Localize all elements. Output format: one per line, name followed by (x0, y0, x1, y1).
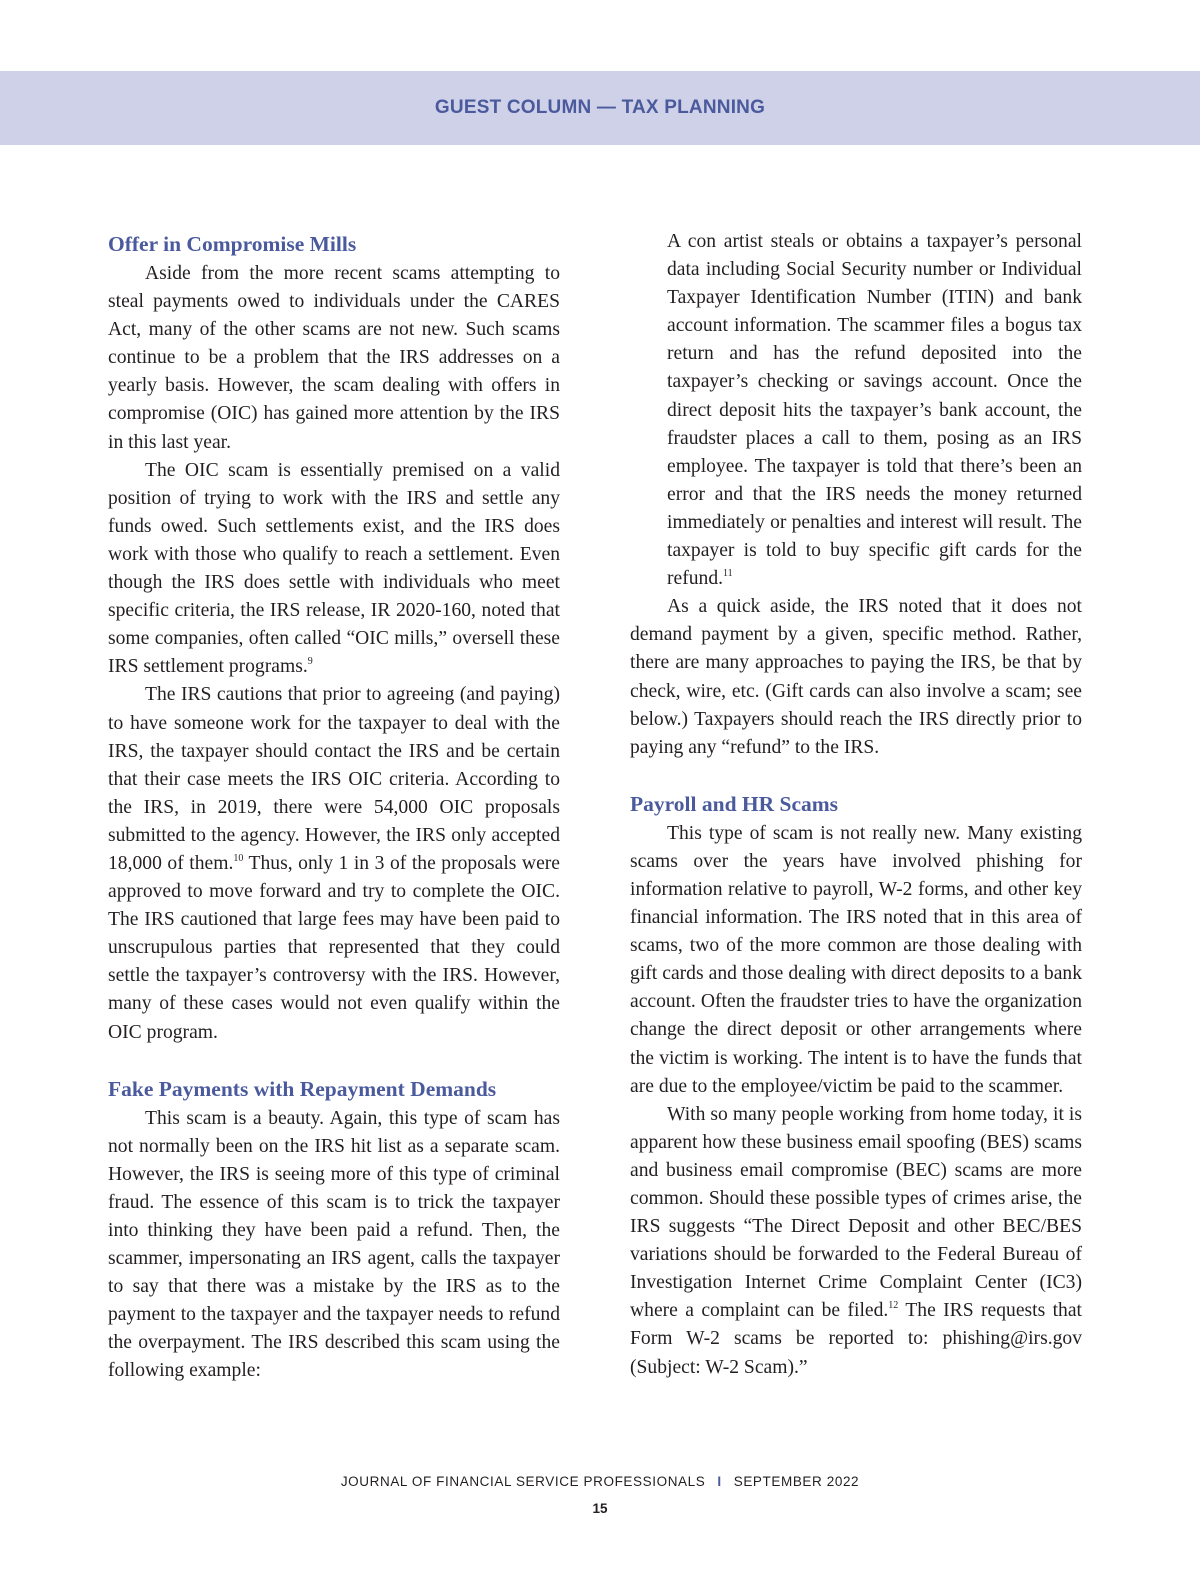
left-column (108, 228, 560, 1386)
issue-date: SEPTEMBER 2022 (733, 1474, 860, 1489)
paragraph-text: The OIC scam is essentially premised on a valid position of trying to work with the IRS and settle any funds owed. Such settlements exist, and the IRS does work with those who qualify to reach a settlement. Even though the IRS does settle with individuals who meet specific criteria, the IRS release, IR 2020-160, noted that some companies, often called “OIC mills,” oversell these IRS settlement programs. (108, 459, 560, 678)
paragraph-text: A con artist steals or obtains a taxpayer’s personal data including Social Security number or Individual Taxpayer Identification Number (ITIN) and bank account information. The scammer files a bogus tax return and has the refund deposited into the taxpayer’s checking or savings account. Once the direct deposit hits the taxpayer’s bank account, the fraudster places a call to them, posing as an IRS employee. The taxpayer is told that there’s been an error and that the IRS needs the money returned immediately or penalties and interest will result. The taxpayer is told to buy specific gift cards for the refund. (667, 231, 1082, 590)
page-footer (0, 1474, 1200, 1489)
footer-separator: I (717, 1474, 722, 1489)
paragraph-payroll-scams: This type of scam is not really new. Many existing scams over the years have involved phishing for information relative to payroll, W-2 forms, and other key financial information. The IRS noted that in this area of scams, two of the more common are those dealing with gift cards and those dealing with direct deposits to a bank account. Often the fraudster tries to have the organization change the direct deposit or other arrangements where the victim is working. The intent is to have the funds that are due to the employee/victim be paid to the scammer. (630, 822, 1082, 1097)
paragraph-text: The IRS cautions that prior to agreeing (and paying) to have someone work for the taxpayer to deal with the IRS, the taxpayer should contact the IRS and be certain that their case meets the IRS OIC criteria. According to the IRS, in 2019, there were 54,000 OIC proposals submitted to the agency. However, the IRS only accepted 18,000 of them. (108, 684, 560, 874)
paragraph-bes-bec-scams (630, 1101, 1082, 1382)
paragraph-text-continued: Thus, only 1 in 3 of the proposals were approved to move forward and try to complete the OIC. The IRS cautioned that large fees may have been paid to unscrupulous parties that represented that they could settle the taxpayer’s controversy with the IRS. However, many of these cases would not even qualify within the OIC program. (108, 852, 561, 1043)
footnote-ref-10: 10 (233, 852, 244, 864)
paragraph-text-continued: The IRS requests that Form W-2 scams be reported to: phishing@irs.gov (Subject: W-2 Scam).” (630, 1300, 1082, 1378)
heading-fake-payments: Fake Payments with Repayment Demands (108, 1076, 497, 1101)
footnote-ref-12: 12 (888, 1300, 899, 1312)
heading-offer-in-compromise: Offer in Compromise Mills (108, 232, 357, 256)
paragraph-oic-scam (108, 457, 560, 682)
footnote-ref-11: 11 (723, 568, 733, 580)
paragraph-text: With so many people working from home today, it is apparent how these business email spoofing (BES) scams and business email compromise (BEC) scams are more common. Should these possible types of crimes arise, the IRS suggests “The Direct Deposit and other BEC/BES variations should be forwarded to the Federal Bureau of Investigation Internet Crime Complaint Center (IC3) where a complaint can be filed. (630, 1103, 1082, 1322)
paragraph-irs-cautions (108, 681, 560, 1046)
paragraph-fake-payments: This scam is a beauty. Again, this type of scam has not normally been on the IRS hit list as a separate scam. However, the IRS is seeing more of this type of criminal fraud. The essence of this scam is to trick the taxpayer into thinking they have been paid a refund. Then, the scammer, impersonating an IRS agent, calls the taxpayer to say that there was a mistake by the IRS as to the payment to the taxpayer and the taxpayer needs to refund the overpayment. The IRS described this scam using the following example: (108, 1107, 560, 1382)
paragraph-quick-aside: As a quick aside, the IRS noted that it does not demand payment by a given, specific method. Rather, there are many approaches to paying the IRS, be that by check, wire, etc. (Gift cards can also involve a scam; see below.) Taxpayers should reach the IRS directly prior to paying any “refund” to the IRS. (630, 596, 1082, 758)
paragraph-example-quote (667, 228, 1082, 593)
paragraph-oic-intro: Aside from the more recent scams attempting to steal payments owed to individuals under the CARES Act, many of the other scams are not new. Such scams continue to be a problem that the IRS addresses on a yearly basis. However, the scam dealing with offers in compromise (OIC) has gained more attention by the IRS in this last year. (108, 263, 560, 453)
footnote-ref-9: 9 (307, 656, 313, 668)
header-banner (0, 71, 1200, 145)
journal-name: JOURNAL OF FINANCIAL SERVICE PROFESSIONALS (340, 1474, 706, 1489)
heading-payroll-hr-scams: Payroll and HR Scams (630, 791, 839, 816)
section-title: GUEST COLUMN — TAX PLANNING (434, 97, 766, 118)
page-number: 15 (592, 1501, 608, 1516)
right-column (630, 228, 1082, 1382)
